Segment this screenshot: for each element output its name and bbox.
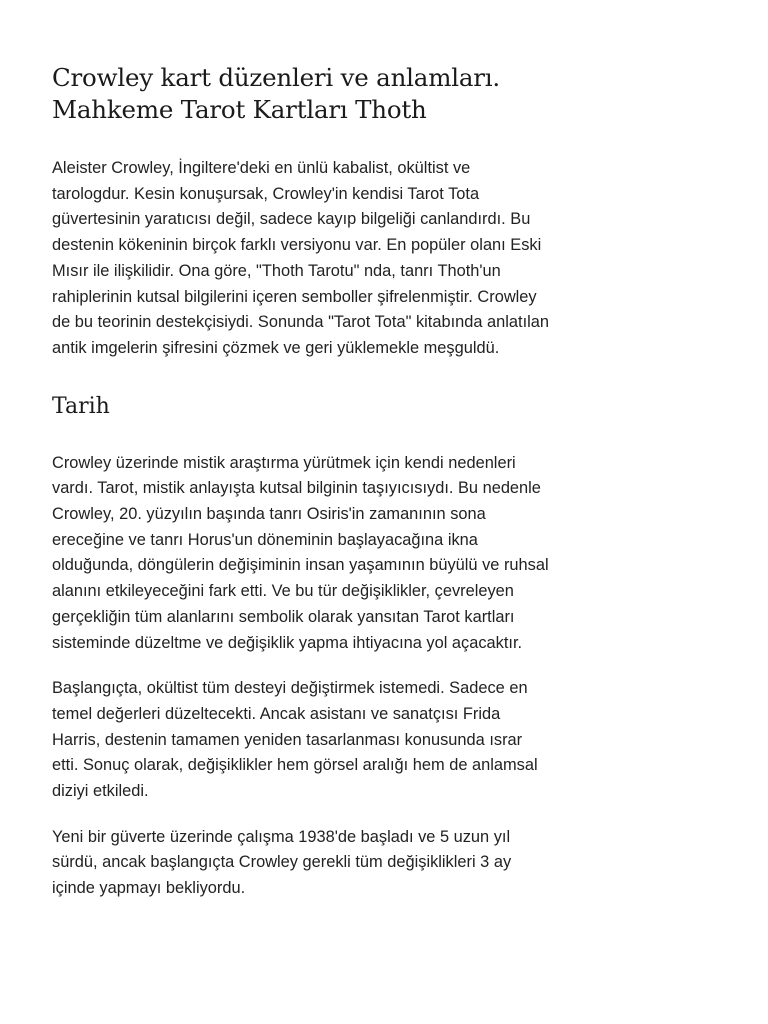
history-paragraph: Başlangıçta, okültist tüm desteyi değiştirmek istemedi. Sadece en temel değerleri düzeltecekti. Ancak asistanı ve sanatçısı Frida Harris, destenin tamamen yeniden tasarlanması konusunda ısrar etti. Sonuç olarak, değişiklikler hem görsel aralığı hem de anlamsal diziyi etkiledi.	[52, 679, 538, 801]
section-heading-history: Tarih	[52, 393, 110, 419]
article-title: Crowley kart düzenleri ve anlamları. Mahkeme Tarot Kartları Thoth	[52, 63, 501, 124]
intro-paragraph: Aleister Crowley, İngiltere'deki en ünlü kabalist, okültist ve tarologdur. Kesin konuşursak, Crowley'in kendisi Tarot Tota güvertesinin yaratıcısı değil, sadece kayıp bilgeliği canlandırdı. Bu destenin kökeninin birçok farklı versiyonu var. En popüler olanı Eski Mısır ile ilişkilidir. Ona göre, "Thoth Tarotu" nda, tanrı Thoth'un rahiplerinin kutsal bilgilerini içeren semboller şifrelenmiştir. Crowley de bu teorinin destekçisiydi. Sonunda "Tarot Tota" kitabında anlatılan antik imgelerin şifresini çözmek ve geri yüklemekle meşguldü.	[52, 159, 549, 357]
article	[52, 62, 552, 902]
history-paragraph: Crowley üzerinde mistik araştırma yürütmek için kendi nedenleri vardı. Tarot, mistik anlayışta kutsal bilginin taşıyıcısıydı. Bu nedenle Crowley, 20. yüzyılın başında tanrı Osiris'in zamanının sona ereceğine ve tanrı Horus'un döneminin başlayacağına ikna olduğunda, döngülerin değişiminin insan yaşamının büyülü ve ruhsal alanını etkileyeceğini fark etti. Ve bu tür değişiklikler, çevreleyen gerçekliğin tüm alanlarını sembolik olarak yansıtan Tarot kartları sisteminde düzeltme ve değişiklik yapma ihtiyacına yol açacaktır.	[52, 453, 549, 652]
history-paragraph: Yeni bir güverte üzerinde çalışma 1938'de başladı ve 5 uzun yıl sürdü, ancak başlangıçta Crowley gerekli tüm değişiklikleri 3 ay içinde yapmayı bekliyordu.	[52, 827, 512, 898]
